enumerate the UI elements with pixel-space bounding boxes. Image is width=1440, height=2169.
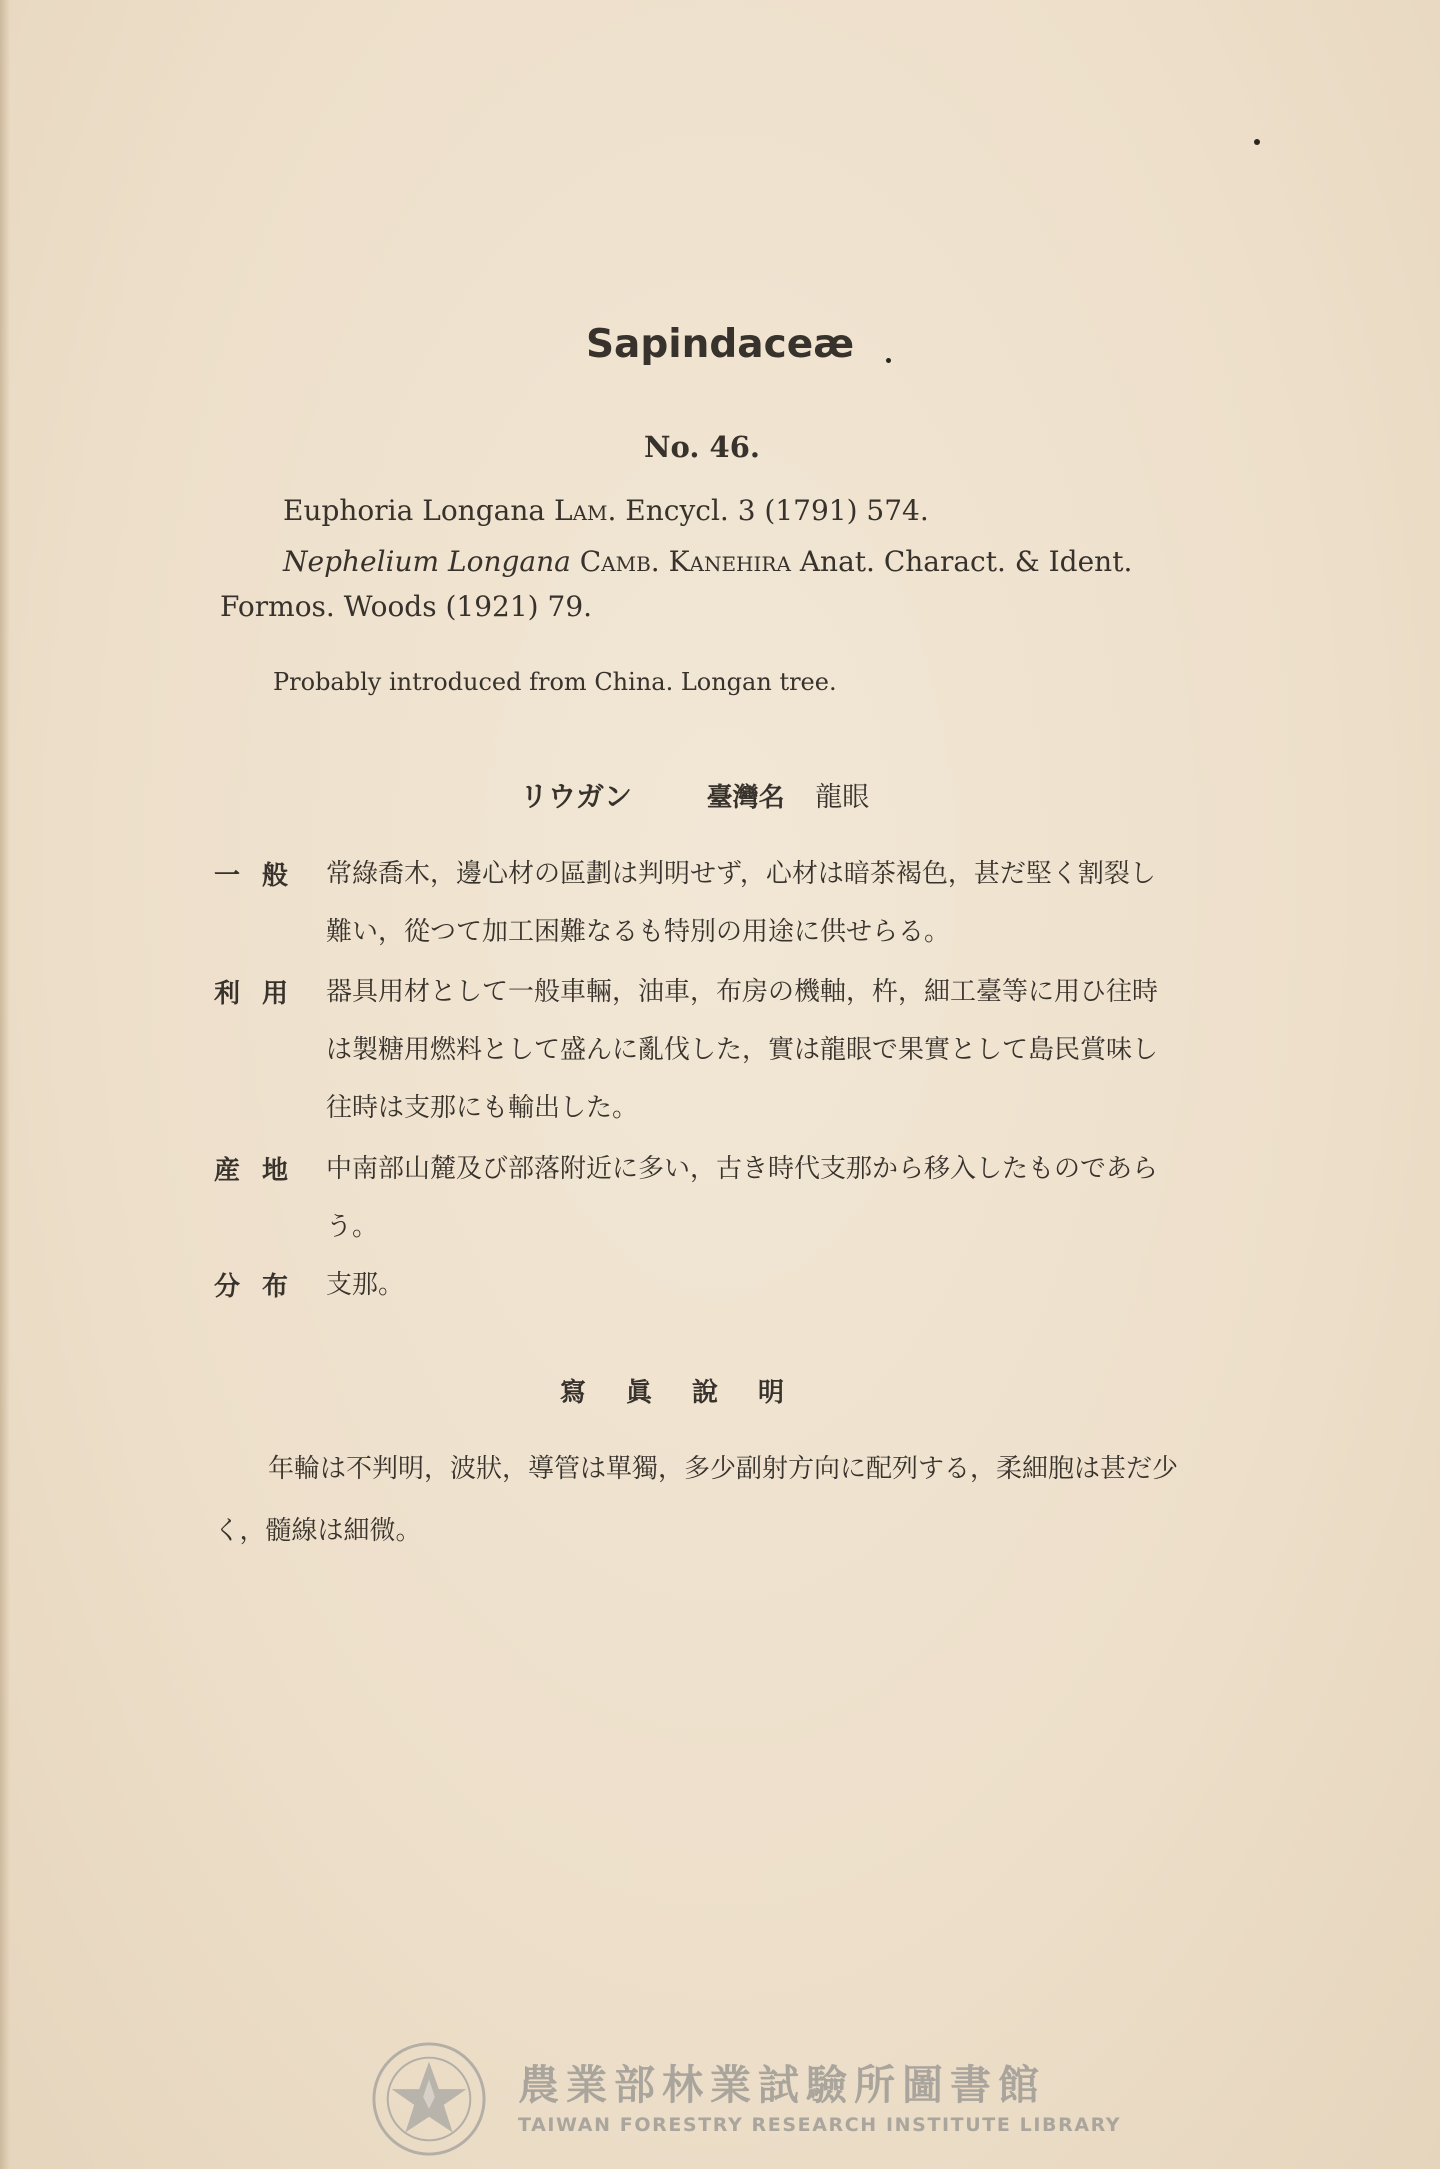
origin-note: Probably introduced from China. Longan tree. — [273, 668, 837, 696]
family-heading: Sapindaceæ — [585, 322, 855, 367]
library-name-chinese: 農業部林業試驗所圖書館 — [518, 2061, 1046, 2109]
section-text-general: 常綠喬木，邊心材の區劃は判明せず，心材は暗茶褐色，甚だ堅く割裂し難い，從つて加工困難なるも特別の用途に供せらる。 — [326, 859, 1156, 947]
synonym-reference: Anat. Charact. & Ident. — [799, 545, 1133, 578]
species-name: Euphoria Longana — [283, 494, 546, 527]
paper-speck — [1254, 139, 1260, 145]
photo-explanation-heading: 寫眞說明 — [559, 1378, 824, 1408]
section-text-usage: 器具用材として一般車輛，油車，布房の機軸，杵，細工臺等に用ひ往時は製糖用燃料として盛んに亂伐した，實は龍眼で果實として島民賞味し往時は支那にも輸出した。 — [326, 977, 1159, 1123]
species-author: Lam. — [553, 494, 617, 527]
synonym-line-3 — [220, 590, 592, 623]
library-seal-icon — [370, 2040, 488, 2158]
synonym-line-1 — [283, 494, 929, 527]
synonym-line-2 — [283, 545, 1132, 578]
synonym-name: Nephelium Longana — [283, 545, 571, 578]
section-label-distribution: 分布 — [214, 1272, 311, 1302]
section-text-locality: 中南部山麓及び部落附近に多い，古き時代支那から移入したものであらう。 — [326, 1154, 1159, 1242]
synonym-reference-cont: Formos. Woods (1921) 79. — [220, 590, 593, 623]
section-text-distribution: 支那。 — [326, 1270, 405, 1300]
entry-number: No. 46. — [644, 430, 760, 464]
common-names — [520, 775, 869, 815]
synonym-author-2: Kanehira — [668, 545, 791, 578]
species-reference: Encycl. 3 (1791) 574. — [625, 494, 929, 527]
taiwan-name-label: 臺灣名 — [706, 783, 785, 813]
synonym-author: Camb. — [579, 545, 660, 578]
section-label-locality: 産地 — [214, 1156, 311, 1186]
photo-explanation-text: 年輪は不判明，波狀，導管は單獨，多少副射方向に配列する，柔細胞は甚だ少く，髓線は細微。 — [214, 1454, 1179, 1546]
library-watermark — [370, 2040, 1122, 2150]
section-label-general: 一般 — [214, 861, 311, 891]
library-name-english: TAIWAN FORESTRY RESEARCH INSTITUTE LIBRARY — [518, 2114, 1122, 2136]
japanese-name: リウガン — [520, 780, 633, 813]
taiwan-name: 龍眼 — [815, 782, 870, 813]
section-label-usage: 利用 — [214, 979, 311, 1009]
